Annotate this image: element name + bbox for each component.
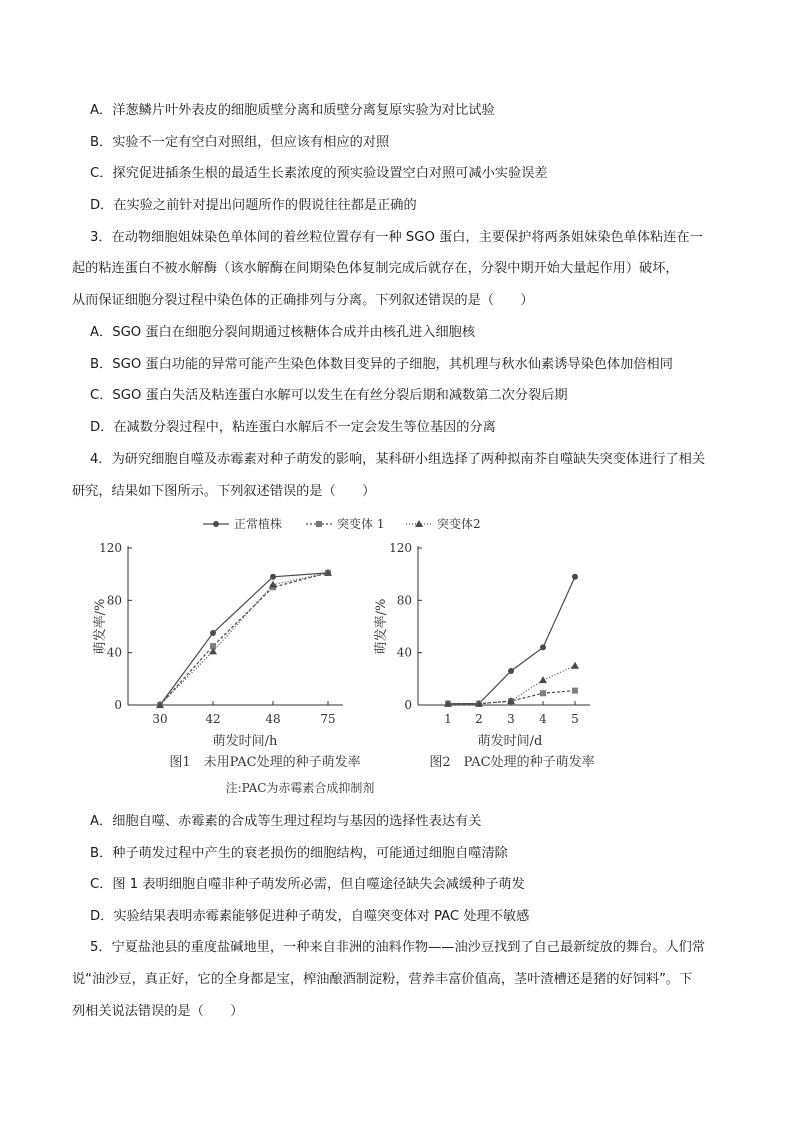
q2-option-c: C．探究促进插条生根的最适生长素浓度的预实验设置空白对照可减小实验误差: [90, 166, 548, 181]
x-tick-label: 1: [444, 712, 452, 726]
data-point-2: [540, 690, 546, 696]
q3-stem-line-3: 从而保证细胞分裂过程中染色体的正确排列与分离。下列叙述错误的是（ ）: [72, 293, 534, 308]
x-tick-label: 75: [320, 712, 336, 726]
series-line-3: [160, 573, 328, 705]
x-axis-label: 萌发时间/d: [477, 734, 543, 749]
data-point-3: [571, 662, 579, 669]
y-tick-label: 120: [99, 541, 122, 555]
q3-option-d: D．在减数分裂过程中，粘连蛋白水解后不一定会发生等位基因的分离: [90, 420, 496, 435]
data-point-3: [539, 676, 547, 683]
y-tick-label: 80: [106, 593, 122, 608]
data-point-1: [572, 574, 578, 580]
series-line-1: [160, 573, 328, 705]
chart-title: 图1 未用PAC处理的种子萌发率: [169, 755, 361, 770]
q4-stem-line-2: 研究，结果如下图所示。下列叙述错误的是（ ）: [72, 484, 376, 499]
y-tick-label: 0: [114, 698, 122, 712]
x-axis-label: 萌发时间/h: [212, 734, 278, 749]
q4-option-d: D．实验结果表明赤霉素能够促进种子萌发，自噬突变体对 PAC 处理不敏感: [90, 909, 530, 924]
q2-option-b: B．实验不一定有空白对照组，但应该有相应的对照: [90, 135, 390, 150]
q2-option-d: D．在实验之前针对提出问题所作的假说往往都是正确的: [90, 198, 417, 213]
y-tick-label: 0: [404, 698, 412, 712]
q5-stem-line-2: 说“油沙豆，真正好，它的全身都是宝，榨油酿酒制淀粉，营养丰富价值高，茎叶渣槽还是猪的好饲料”。下: [72, 972, 693, 987]
q4-option-a: A．细胞自噬、赤霉素的合成等生理过程均与基因的选择性表达有关: [90, 814, 482, 829]
chart-1: [93, 541, 361, 770]
q4-option-b: B．种子萌发过程中产生的衰老损伤的细胞结构，可能通过细胞自噬清除: [90, 846, 508, 861]
y-axis-label: 萌发率/%: [93, 598, 108, 655]
x-tick-label: 5: [571, 712, 579, 726]
legend-marker-mutant1: [316, 521, 322, 527]
q3-option-b: B．SGO 蛋白功能的异常可能产生染色体数目变异的子细胞，其机理与秋水仙素诱导染色体加倍相同: [90, 357, 673, 372]
legend-marker-normal: [213, 521, 219, 527]
x-tick-label: 4: [539, 712, 547, 726]
q4-stem-line-1: 4．为研究细胞自噬及赤霉素对种子萌发的影响，某科研小组选择了两种拟南芥自噬缺失突变体进行了相关: [90, 452, 706, 467]
chart-note: 注:PAC为赤霉素合成抑制剂: [225, 781, 375, 795]
data-point-1: [508, 668, 514, 674]
y-axis-label: 萌发率/%: [374, 598, 389, 655]
data-point-1: [270, 574, 276, 580]
chart-title: 图2 PAC处理的种子萌发率: [429, 755, 595, 770]
data-point-3: [269, 581, 277, 588]
q3-option-a: A．SGO 蛋白在细胞分裂间期通过核糖体合成并由核孔进入细胞核: [90, 325, 476, 340]
x-tick-label: 3: [507, 712, 515, 726]
x-tick-label: 30: [152, 712, 168, 726]
chart-2: [374, 541, 595, 770]
q3-stem-line-2: 起的粘连蛋白不被水解酶（该水解酶在间期染色体复制完成后就存在，分裂中期开始大量起作用）破坏，: [72, 261, 679, 276]
x-tick-label: 2: [475, 712, 483, 726]
legend-label-mutant2: 突变体2: [437, 517, 481, 531]
q3-option-c: C．SGO 蛋白失活及粘连蛋白水解可以发生在有丝分裂后期和减数第二次分裂后期: [90, 388, 568, 403]
legend-label-normal: 正常植株: [234, 517, 283, 531]
q3-stem-line-1: 3．在动物细胞姐妹染色单体间的着丝粒位置存有一种 SGO 蛋白，主要保护将两条姐妹染色单体粘连在一: [90, 230, 703, 245]
y-tick-label: 40: [106, 645, 122, 660]
data-point-1: [540, 644, 546, 650]
legend-label-mutant1: 突变体 1: [337, 517, 385, 531]
y-tick-label: 80: [396, 593, 412, 608]
y-tick-label: 40: [396, 645, 412, 660]
q2-option-a: A．洋葱鳞片叶外表皮的细胞质壁分离和质壁分离复原实验为对比试验: [90, 103, 495, 118]
q4-option-c: C．图 1 表明细胞自噬非种子萌发所必需，但自噬途径缺失会减缓种子萌发: [90, 877, 525, 892]
series-line-1: [448, 577, 575, 704]
x-tick-label: 48: [265, 712, 281, 726]
x-tick-label: 42: [205, 712, 221, 726]
chart-legend: [203, 516, 481, 531]
series-line-2: [160, 573, 328, 705]
q5-stem-line-3: 列相关说法错误的是（ ）: [72, 1004, 244, 1019]
q5-stem-line-1: 5．宁夏盐池县的重度盐碱地里，一种来自非洲的油料作物——油沙豆找到了自己最新绽放的舞台。人们常: [90, 940, 706, 955]
data-point-2: [572, 688, 578, 694]
y-tick-label: 120: [389, 541, 412, 555]
data-point-1: [210, 630, 216, 636]
